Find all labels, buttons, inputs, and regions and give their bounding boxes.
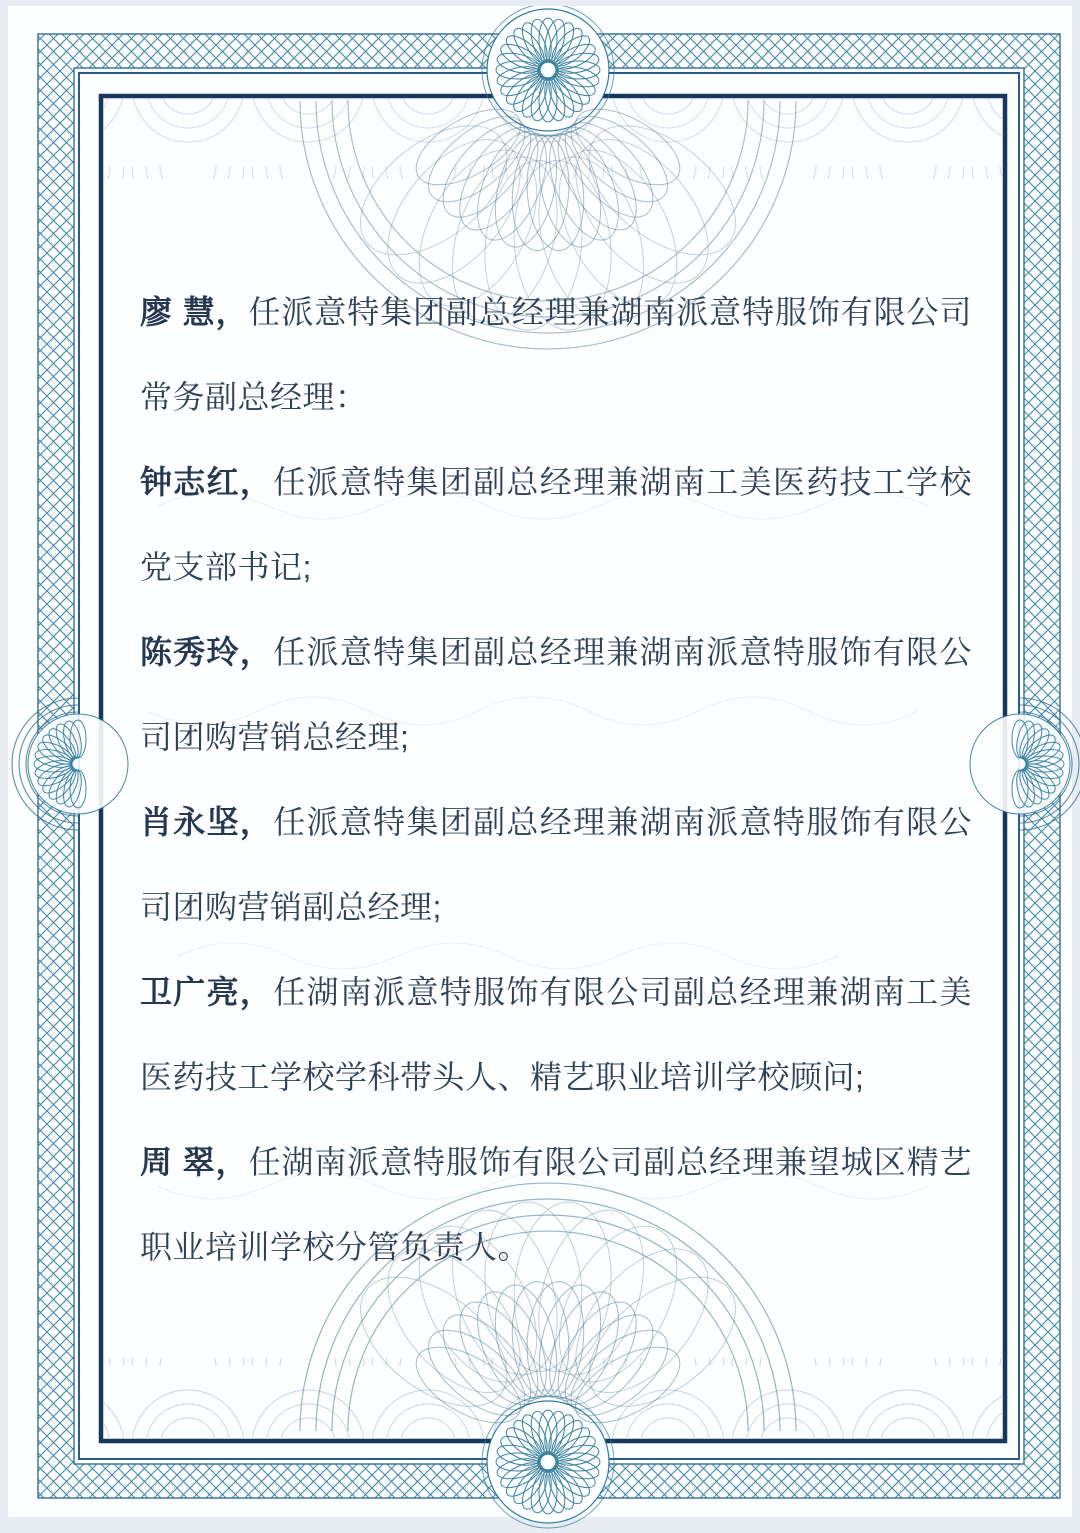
appointment-line: 司团购营销副总经理;: [140, 889, 442, 925]
appointment-line: [140, 780, 972, 865]
appointment-line: 医药技工学校学科带头人、精艺职业培训学校顾问;: [140, 1059, 865, 1095]
person-name: 廖 慧，: [140, 294, 249, 330]
appointment-line: 党支部书记;: [140, 549, 312, 585]
person-name: 卫广亮，: [140, 974, 274, 1010]
appointment-line: 常务副总经理：: [140, 379, 368, 415]
appointment-text: 任派意特集团副总经理兼湖南派意特服饰有限公司: [248, 294, 972, 330]
appointment-line: [140, 440, 972, 525]
person-name: 周 翠，: [140, 1144, 249, 1180]
appointment-text: 任湖南派意特服饰有限公司副总经理兼望城区精艺: [248, 1144, 972, 1180]
person-name: 肖永坚，: [140, 804, 274, 840]
appointment-line: [140, 270, 972, 355]
appointment-line: [140, 1120, 972, 1205]
appointment-text: 任派意特集团副总经理兼湖南派意特服饰有限公: [273, 804, 972, 840]
appointments-text: [140, 270, 972, 1290]
appointment-line: [140, 610, 972, 695]
appointment-line: 职业培训学校分管负责人。: [140, 1229, 531, 1265]
appointment-text: 任派意特集团副总经理兼湖南工美医药技工学校: [273, 464, 972, 500]
appointment-line: 司团购营销总经理;: [140, 719, 410, 755]
appointment-text: 任派意特集团副总经理兼湖南派意特服饰有限公: [273, 634, 972, 670]
person-name: 陈秀玲，: [140, 634, 274, 670]
certificate-sheet: [8, 6, 1072, 1517]
person-name: 钟志红，: [140, 464, 274, 500]
appointment-line: [140, 950, 972, 1035]
appointment-text: 任湖南派意特服饰有限公司副总经理兼湖南工美: [273, 974, 972, 1010]
